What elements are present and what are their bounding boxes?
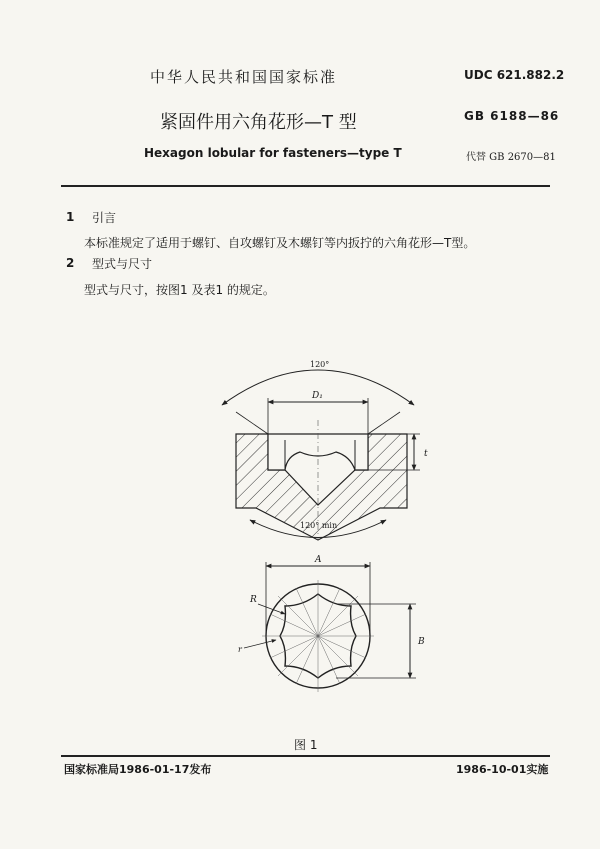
document-title-cn: 紧固件用六角花形—T 型 xyxy=(160,112,357,133)
section-1-number: 1 xyxy=(66,210,75,224)
standard-number: GB 6188—86 xyxy=(464,109,560,123)
udc-code: UDC 621.882.2 xyxy=(464,68,565,82)
section-1-body: 本标准规定了适用于螺钉、自攻螺钉及木螺钉等内扳拧的六角花形—T型。 xyxy=(84,236,476,250)
section-1-title: 引言 xyxy=(92,211,117,225)
footer-rule xyxy=(61,755,550,757)
section-2-number: 2 xyxy=(66,256,75,270)
label-r-big: R xyxy=(250,595,257,605)
label-d1: D₁ xyxy=(312,391,323,401)
issued-date: 国家标准局1986-01-17发布 xyxy=(64,763,212,776)
section-2-title: 型式与尺寸 xyxy=(92,257,153,271)
figure-caption: 图 1 xyxy=(294,738,318,752)
document-title-en: Hexagon lobular for fasteners—type T xyxy=(144,146,402,160)
label-t: t xyxy=(424,449,428,459)
replaces-standard: 代替 GB 2670—81 xyxy=(466,152,556,163)
effective-date: 1986-10-01实施 xyxy=(456,763,549,776)
publisher-title: 中华人民共和国国家标准 xyxy=(150,68,338,86)
label-angle-bottom: 120° min xyxy=(300,521,338,530)
label-angle-top: 120° xyxy=(310,360,330,369)
section-2-body: 型式与尺寸，按图1 及表1 的规定。 xyxy=(84,283,275,297)
plan-view xyxy=(244,562,416,692)
label-r-small: r xyxy=(238,645,242,654)
label-b: B xyxy=(418,637,425,647)
label-a: A xyxy=(315,555,322,565)
